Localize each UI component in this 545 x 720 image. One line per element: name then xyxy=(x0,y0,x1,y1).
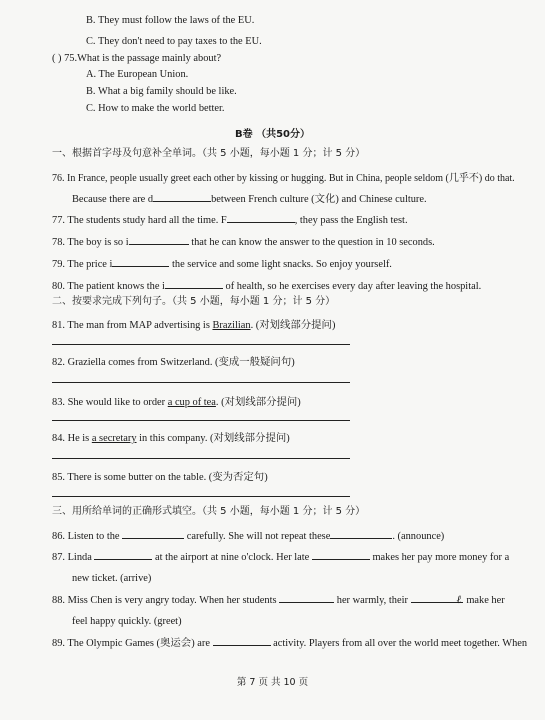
q89-text-a: 89. The Olympic Games (奥运会) are xyxy=(52,638,210,649)
q89-text-b: activity. Players from all over the world meet together. When xyxy=(273,638,528,649)
q77-text-a: 77. The students study hard all the time. F xyxy=(52,215,227,226)
q78-text-b: that he can know the answer to the question in 10 seconds. xyxy=(191,237,435,248)
q80-text-b: of health, so he exercises every day after leaving the hospital. xyxy=(225,281,482,292)
q86 xyxy=(52,529,444,543)
q75-option-a: A. The European Union. xyxy=(86,69,189,80)
q87-line1 xyxy=(52,550,509,564)
q78-text-a: 78. The boy is so i xyxy=(52,237,129,248)
q84-answer-line[interactable] xyxy=(52,458,350,459)
q82-answer-line[interactable] xyxy=(52,382,350,383)
q76-line2 xyxy=(72,192,427,206)
q81-underlined: Brazilian xyxy=(212,320,251,331)
q89 xyxy=(52,636,527,650)
q84 xyxy=(52,432,290,445)
q88-text-c: make her xyxy=(466,595,505,606)
q80-text-a: 80. The patient knows the i xyxy=(52,281,165,292)
q88-pen-mark: ℓ xyxy=(456,593,462,606)
q77-text-b: , they pass the English test. xyxy=(294,215,408,226)
q85-answer-line[interactable] xyxy=(52,496,350,497)
q84-underlined: a secretary xyxy=(91,433,137,444)
q87-text-c: makes her pay more money for a xyxy=(372,552,510,563)
q76-text-b: between French culture (文化) and Chinese culture. xyxy=(211,194,427,205)
q79 xyxy=(52,257,392,271)
q77-blank[interactable] xyxy=(227,213,295,223)
q81 xyxy=(52,319,335,332)
q81-text-b: . (对划线部分提问) xyxy=(250,320,336,331)
q74-option-b: B. They must follow the laws of the EU. xyxy=(86,15,255,26)
q88-text-a: 88. Miss Chen is very angry today. When her students xyxy=(52,595,277,606)
q81-answer-line[interactable] xyxy=(52,344,350,345)
q88-blank-2[interactable] xyxy=(411,593,463,603)
part3-heading: 三、用所给单词的正确形式填空。（共 5 小题，每小题 1 分；计 5 分） xyxy=(52,506,366,517)
section-b-title: B卷 （共50分） xyxy=(234,129,311,140)
part1-heading: 一、根据首字母及句意补全单词。（共 5 小题，每小题 1 分；计 5 分） xyxy=(52,148,366,159)
q79-blank[interactable] xyxy=(112,257,169,267)
q80 xyxy=(52,279,481,293)
q88-line2: feel happy quickly. (greet) xyxy=(72,616,182,627)
q82: 82. Graziella comes from Switzerland. (变成一般疑问句) xyxy=(52,357,295,368)
q76-blank[interactable] xyxy=(153,192,211,202)
q85: 85. There is some butter on the table. (变为否定句) xyxy=(52,472,268,483)
q75-option-c: C. How to make the world better. xyxy=(86,103,225,114)
q76-line1: 76. In France, people usually greet each other by kissing or hugging. But in China, people seldom (几乎不) do that. xyxy=(52,173,515,184)
part2-heading: 二、按要求完成下列句子。（共 5 小题，每小题 1 分；计 5 分） xyxy=(52,296,336,307)
q88-blank-1[interactable] xyxy=(279,593,334,603)
q83-underlined: a cup of tea xyxy=(167,397,216,408)
q75-option-b: B. What a big family should be like. xyxy=(86,86,237,97)
q88-text-b: her warmly, their xyxy=(336,595,408,606)
q87-blank-1[interactable] xyxy=(94,550,152,560)
q89-blank[interactable] xyxy=(213,636,271,646)
q83-answer-line[interactable] xyxy=(52,420,350,421)
q74-option-c: C. They don't need to pay taxes to the EU. xyxy=(86,36,262,47)
q78-blank[interactable] xyxy=(129,235,189,245)
q86-blank-1[interactable] xyxy=(122,529,184,539)
q79-text-b: the service and some light snacks. So enjoy yourself. xyxy=(172,259,392,270)
q77 xyxy=(52,213,408,227)
q84-text-a: 84. He is xyxy=(52,433,92,444)
q86-text-a: 86. Listen to the xyxy=(52,531,120,542)
q86-blank-2[interactable] xyxy=(330,529,392,539)
q87-blank-2[interactable] xyxy=(312,550,370,560)
q79-text-a: 79. The price i xyxy=(52,259,113,270)
q87-line2: new ticket. (arrive) xyxy=(72,573,152,584)
q83-text-b: . (对划线部分提问) xyxy=(215,397,301,408)
q83-text-a: 83. She would like to order xyxy=(52,397,168,408)
q83 xyxy=(52,396,301,409)
q88-line1 xyxy=(52,593,505,607)
q86-text-b: carefully. She will not repeat these xyxy=(186,531,331,542)
page-footer: 第 7 页 共 10 页 xyxy=(236,677,309,688)
q80-blank[interactable] xyxy=(165,279,223,289)
q84-text-b: in this company. (对划线部分提问) xyxy=(136,433,290,444)
q76-text-a: Because there are d xyxy=(72,194,154,205)
q86-text-c: . (announce) xyxy=(392,531,445,542)
q78 xyxy=(52,235,435,249)
q81-text-a: 81. The man from MAP advertising is xyxy=(52,320,213,331)
q75-question: ( ) 75.What is the passage mainly about? xyxy=(52,53,222,64)
q87-text-a: 87. Linda xyxy=(52,552,92,563)
q87-text-b: at the airport at nine o'clock. Her late xyxy=(155,552,310,563)
